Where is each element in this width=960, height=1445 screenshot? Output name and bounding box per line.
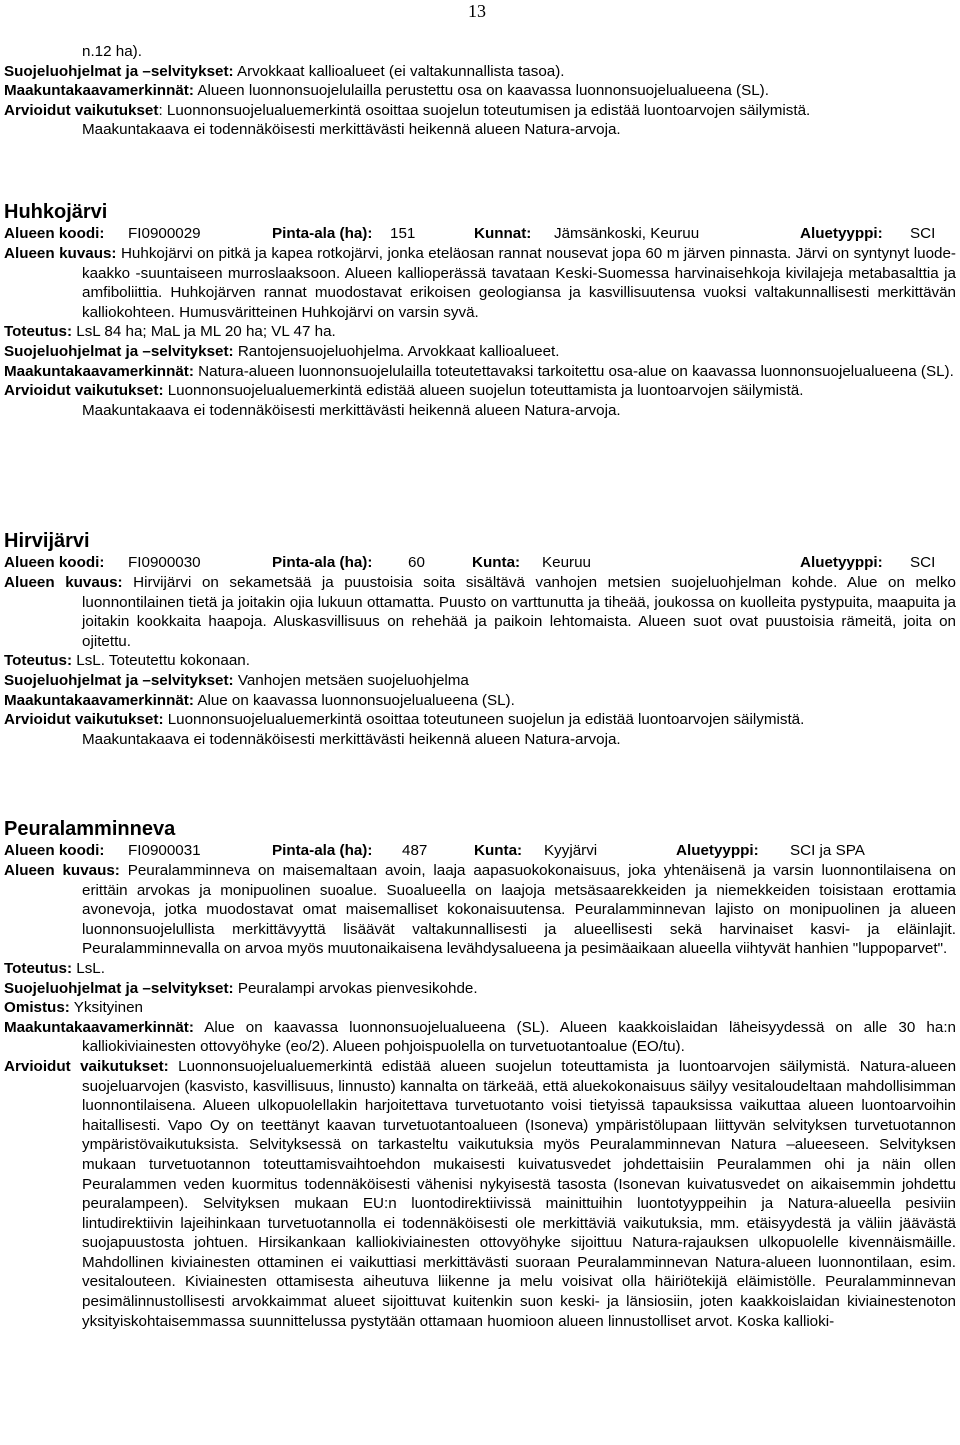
av2-text: Maakuntakaava ei todennäköisesti merkittävästi heikennä alueen Natura-arvoja. xyxy=(82,401,621,419)
suojeluohjelmat xyxy=(4,979,956,999)
mk-text: Alue on kaavassa luonnonsuojelualueena (SL). Alueen kaakkoislaidan läheisyydessä on alle 30 ha:n kalliokiviainesten ottovyöhyke (eo/2). Alueen pohjoispuolella on turvetuotantoalue (EO/tu). xyxy=(82,1018,956,1056)
municipality-value: Keuruu xyxy=(542,554,591,571)
code-value: FI0900029 xyxy=(128,225,201,242)
maakuntakaava xyxy=(4,691,956,711)
tot-label: Toteutus: xyxy=(4,959,73,977)
area-value: 151 xyxy=(390,225,416,242)
section-title: Peuralamminneva xyxy=(4,818,176,840)
toteutus xyxy=(4,959,956,979)
meta-row xyxy=(4,553,956,573)
intro-mk xyxy=(4,81,956,101)
mk-label: Maakuntakaavamerkinnät: xyxy=(4,1018,194,1036)
sp-text: Peuralampi arvokas pienvesikohde. xyxy=(233,979,478,997)
sp-text: Vanhojen metsäen suojeluohjelma xyxy=(233,671,469,689)
code-value: FI0900031 xyxy=(128,842,201,859)
type-value: SCI xyxy=(910,225,936,242)
area-label: Pinta-ala (ha): xyxy=(272,554,373,571)
code-label: Alueen koodi: xyxy=(4,225,105,242)
area-value: 60 xyxy=(408,554,425,571)
desc-label: Alueen kuvaus: xyxy=(4,245,117,262)
intro-av xyxy=(4,101,956,121)
desc xyxy=(4,244,956,322)
sp-label: Suojeluohjelmat ja –selvitykset: xyxy=(4,342,234,360)
av2-text: Maakuntakaava ei todennäköisesti merkittävästi heikennä alueen Natura-arvoja. xyxy=(82,730,621,748)
omistus xyxy=(4,998,956,1018)
desc xyxy=(4,573,956,651)
av-text: Luonnonsuojelualuemerkintä osoittaa toteutuneen suojelun ja edistää luontoarvojen säilymistä. xyxy=(163,711,805,729)
tot-text: LsL 84 ha; MaL ja ML 20 ha; VL 47 ha. xyxy=(72,323,336,341)
type-value: SCI xyxy=(910,554,936,571)
section-huhkojarvi xyxy=(4,200,956,420)
section-title: Hirvijärvi xyxy=(4,530,90,552)
vaikutukset xyxy=(4,1057,956,1331)
type-label: Aluetyyppi: xyxy=(800,554,883,571)
code-value: FI0900030 xyxy=(128,554,201,571)
desc-label: Alueen kuvaus: xyxy=(4,862,120,879)
sp-text: Rantojensuojeluohjelma. Arvokkaat kallioalueet. xyxy=(233,342,560,360)
area-value: 487 xyxy=(402,842,428,859)
municipality-label: Kunnat: xyxy=(474,225,532,242)
intro-sp-label: Suojeluohjelmat ja –selvitykset: xyxy=(4,62,234,80)
desc xyxy=(4,861,956,959)
page-number: 13 xyxy=(468,1,486,21)
tot-label: Toteutus: xyxy=(4,323,73,341)
intro-mk-label: Maakuntakaavamerkinnät: xyxy=(4,82,194,100)
code-label: Alueen koodi: xyxy=(4,554,105,571)
area-label: Pinta-ala (ha): xyxy=(272,225,373,242)
type-value: SCI ja SPA xyxy=(790,842,865,859)
section-peuralamminneva xyxy=(4,817,956,1331)
intro-sp-text: Arvokkaat kallioalueet (ei valtakunnallista tasoa). xyxy=(233,62,565,80)
tot-label: Toteutus: xyxy=(4,652,73,670)
av-label: Arvioidut vaikutukset: xyxy=(4,711,164,729)
av-text: Luonnonsuojelualuemerkintä edistää alueen suojelun toteuttamista ja luontoarvojen säilymistä. Natura-alueen suojeluarvojen (kasvisto, kasvillisuus, linnusto) kannalta on tärkeää, että aluekokonaisuus säilyy vesitaloudeltaan mahdollisimman luonnontilaisena. Alueen ulkopuolellakin harjoitettava turvetuotanto voisi tietyissä tapauksissa vaikuttaa alueen luontoarvoihin haitallisesti. Vapo Oy on teettänyt kaavan turvetuotantoalueen (Isoneva) ympäristölupaan liittyvän selvityksen turvetuotannon ympäristövaikutuksista. Selvityksessä on tarkasteltu vaikutuksia myös Peuralamminnevan Natura –alueeseen. Selvityksen mukaan turvetuotannon toteuttamisvaihtoehdon mukaisesti kuivatusvedet johdettaisiin Peuralammen ohi ja näin ollen Peuralammen veden kuormitus todennäköisesti vähenisi nykyisestä tasosta (Isonevan kuivatusvedet on aikaisemmin johdettu peuralampeen). Selvityksen mukaan EU:n luontodirektiivissä mainittuihin luontotyyppeihin ja Natura-alueella pesiviin lintudirektiivin lajeihinkaan turvetuotannolla ei todennäköisesti ole merkittäviä vaikutuksia, mm. etäisyydestä ja väliin jäävästä suojapuustosta johtuen. Hirsikankaan kalliokiviainesten ottovyöhyke sijoittuu Natura-rajauksen ulkopuolelle kivennäismäille. Mahdollinen kiviainesten ottaminen ei vaikuttiasi merkittävästi suoraan Peuralamminnevan Natura-alueen luonnontilaan, esim. vesitalouteen. Kiviainesten ottamisesta aiheutuva liikenne ja melu voisivat olla häiriötekijä eläimistölle. Peuralamminnevan pesimälinnustollisesti arvokkaimmat alueet sijoittuvat kuitenkin suon keski- ja länsiosiin, joten kaakkoislaidan kiviainestenoton yksityiskohtaisemmassa suunnittelussa pystytään ottamaan huomioon alueen linnustolliset arvot. Koska kallioki- xyxy=(82,1057,957,1330)
code-label: Alueen koodi: xyxy=(4,842,105,859)
intro-cont-text: n.12 ha). xyxy=(82,43,142,60)
type-label: Aluetyyppi: xyxy=(800,225,883,242)
municipality-label: Kunta: xyxy=(474,842,523,859)
av-label: Arvioidut vaikutukset: xyxy=(4,382,164,400)
sp-label: Suojeluohjelmat ja –selvitykset: xyxy=(4,671,234,689)
meta-row xyxy=(4,841,956,861)
av-label: Arvioidut vaikutukset: xyxy=(4,1057,169,1075)
area-label: Pinta-ala (ha): xyxy=(272,842,373,859)
toteutus xyxy=(4,651,956,671)
maakuntakaava xyxy=(4,362,956,382)
toteutus xyxy=(4,322,956,342)
municipality-value: Kyyjärvi xyxy=(544,842,598,859)
vaikutukset-2 xyxy=(4,730,956,750)
suojeluohjelmat xyxy=(4,342,956,362)
mk-text: Natura-alueen luonnonsuojelulailla toteutettavaksi tarkoitettu osa-alue on kaavassa luonnonsuojelualueena (SL). xyxy=(193,362,954,380)
mk-label: Maakuntakaavamerkinnät: xyxy=(4,362,194,380)
intro-av-text: : Luonnonsuojelualuemerkintä osoittaa suojelun toteutumisen ja edistää luontoarvojen säilymistä. xyxy=(158,101,811,119)
municipality-value: Jämsänkoski, Keuruu xyxy=(554,225,700,242)
suojeluohjelmat xyxy=(4,671,956,691)
om-text: Yksityinen xyxy=(69,999,143,1017)
maakuntakaava xyxy=(4,1018,956,1057)
tot-text: LsL. Toteutettu kokonaan. xyxy=(72,652,250,670)
intro-av2-text: Maakuntakaava ei todennäköisesti merkittävästi heikennä alueen Natura-arvoja. xyxy=(82,121,621,139)
intro-sp xyxy=(4,62,956,82)
desc-label: Alueen kuvaus: xyxy=(4,574,123,591)
section-title: Huhkojärvi xyxy=(4,201,108,223)
intro-mk-text: Alueen luonnonsuojelulailla perustettu osa on kaavassa luonnonsuojelualueena (SL). xyxy=(193,82,769,100)
type-label: Aluetyyppi: xyxy=(676,842,759,859)
desc-text: Hirvijärvi on sekametsää ja puustoisia soita sisältävä vanhojen metsien suojeluohjelman kohde. Alue on melko luonnontilainen tietä ja joitakin ojia lukuun ottamatta. Puusto on varttunutta ja tiheää, joukossa on kuolleita pystypuita, maapuita ja joitakin kookkaita haapoja. Aluskasvillisuus on rehehää ja paikoin lehtomaista. Alueen suot ovat puustoisia rämeitä, joita on ojitettu. xyxy=(82,574,956,650)
vaikutukset xyxy=(4,381,956,401)
intro-block xyxy=(4,42,956,140)
intro-av2 xyxy=(4,120,956,140)
tot-text: LsL. xyxy=(72,959,105,977)
vaikutukset xyxy=(4,710,956,730)
intro-continuation xyxy=(4,42,956,62)
mk-text: Alue on kaavassa luonnonsuojelualueena (SL). xyxy=(193,691,515,709)
desc-text: Huhkojärvi on pitkä ja kapea rotkojärvi, jonka eteläosan rannat nousevat jopa 60 m järven pinnasta. Järvi on syntynyt luode-kaakko -suuntaiseen murroslaaksoon. Alueen kallioperässä tavataan Keski-Suomessa harvinaisehkoja kivilajeja metabasalttia ja amfiboliittia. Huhkojärven rannat muodostavat erikoisen geologiansa ja kasvillisuutensa vuoksi valtakunnallisesti merkittävän kalliokohteen. Humusväritteinen Huhkojärvi on varsin syvä. xyxy=(82,245,956,321)
desc-text: Peuralamminneva on maisemaltaan avoin, laaja aapasuokokonaisuus, joka yhtenäisenä ja varsin luonnontilaisena on erittäin arvokas ja monipuolinen suoalue. Suoalueella on laajoja metsäsaarekkeiden ja niemekkeiden toisistaan erottamia avonevoja, jotka muodostavat omat maisemalliset kokonaisuutensa. Peuralamminnevan lajisto on monipuolinen ja alueen luonnonsuojelullista merkittävyyttä lisäävät valtakunnallisesti ja alueellisesti sekä harvinaiset kasvi- ja eläinlajit. Peuralamminnevalla on arvoa myös muutonaikaisena levähdysalueena ja pesimäaikaan alueella viihtyvät hanhien "luppoparvet". xyxy=(82,862,956,958)
vaikutukset-2 xyxy=(4,401,956,421)
sp-label: Suojeluohjelmat ja –selvitykset: xyxy=(4,979,234,997)
section-hirvijarvi xyxy=(4,529,956,749)
municipality-label: Kunta: xyxy=(472,554,521,571)
meta-row xyxy=(4,224,956,244)
av-text: Luonnonsuojelualuemerkintä edistää alueen suojelun toteuttamista ja luontoarvojen säilymistä. xyxy=(163,382,804,400)
mk-label: Maakuntakaavamerkinnät: xyxy=(4,691,194,709)
om-label: Omistus: xyxy=(4,999,70,1017)
intro-av-label: Arvioidut vaikutukset xyxy=(4,101,159,119)
